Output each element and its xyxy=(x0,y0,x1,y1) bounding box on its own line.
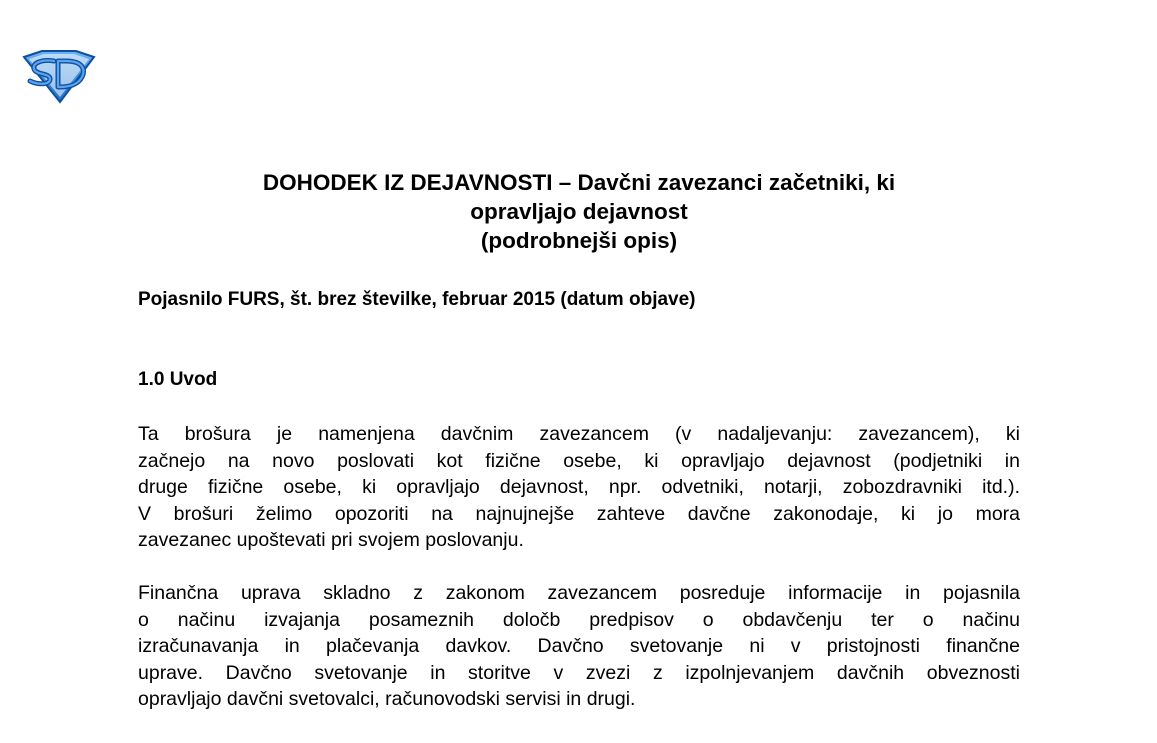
paragraph-line: Finančna uprava skladno z zakonom zavezancem posreduje informacije in pojasnila xyxy=(138,582,1020,604)
paragraph-line: uprave. Davčno svetovanje in storitve v zvezi z izpolnjevanjem davčnih obveznosti xyxy=(138,661,1020,684)
paragraph-line: o načinu izvajanja posameznih določb predpisov o obdavčenju ter o načinu xyxy=(138,608,1020,631)
title-line-3: (podrobnejši opis) xyxy=(480,228,678,253)
paragraph-1 xyxy=(138,421,1020,554)
paragraph-line: druge fizične osebe, ki opravljajo dejavnost, npr. odvetniki, notarji, zobozdravniki itd.). xyxy=(138,476,1020,498)
paragraph-2 xyxy=(138,580,1020,713)
paragraph-line: začnejo na novo poslovati kot fizične osebe, ki opravljajo dejavnost (podjetniki in xyxy=(138,449,1020,472)
title-line-1: DOHODEK IZ DEJAVNOSTI – Davčni zavezanci začetniki, ki xyxy=(262,170,896,195)
document-subtitle: Pojasnilo FURS, št. brez številke, februar 2015 (datum objave) xyxy=(138,289,696,310)
paragraph-line: zavezanec upoštevati pri svojem poslovanju. xyxy=(138,529,524,551)
document-title xyxy=(138,168,1020,255)
title-line-2: opravljajo dejavnost xyxy=(470,199,688,224)
sd-logo-icon xyxy=(20,47,96,104)
paragraph-line: V brošuri želimo opozoriti na najnujnejše zahteve davčne zakonodaje, ki jo mora xyxy=(138,502,1020,525)
paragraph-line: izračunavanja in plačevanja davkov. Davčno svetovanje ni v pristojnosti finančne xyxy=(138,635,1020,657)
paragraph-line: opravljajo davčni svetovalci, računovodski servisi in drugi. xyxy=(138,688,636,710)
section-heading-uvod: 1.0 Uvod xyxy=(138,369,218,390)
paragraph-line: Ta brošura je namenjena davčnim zavezancem (v nadaljevanju: zavezancem), ki xyxy=(138,423,1020,445)
